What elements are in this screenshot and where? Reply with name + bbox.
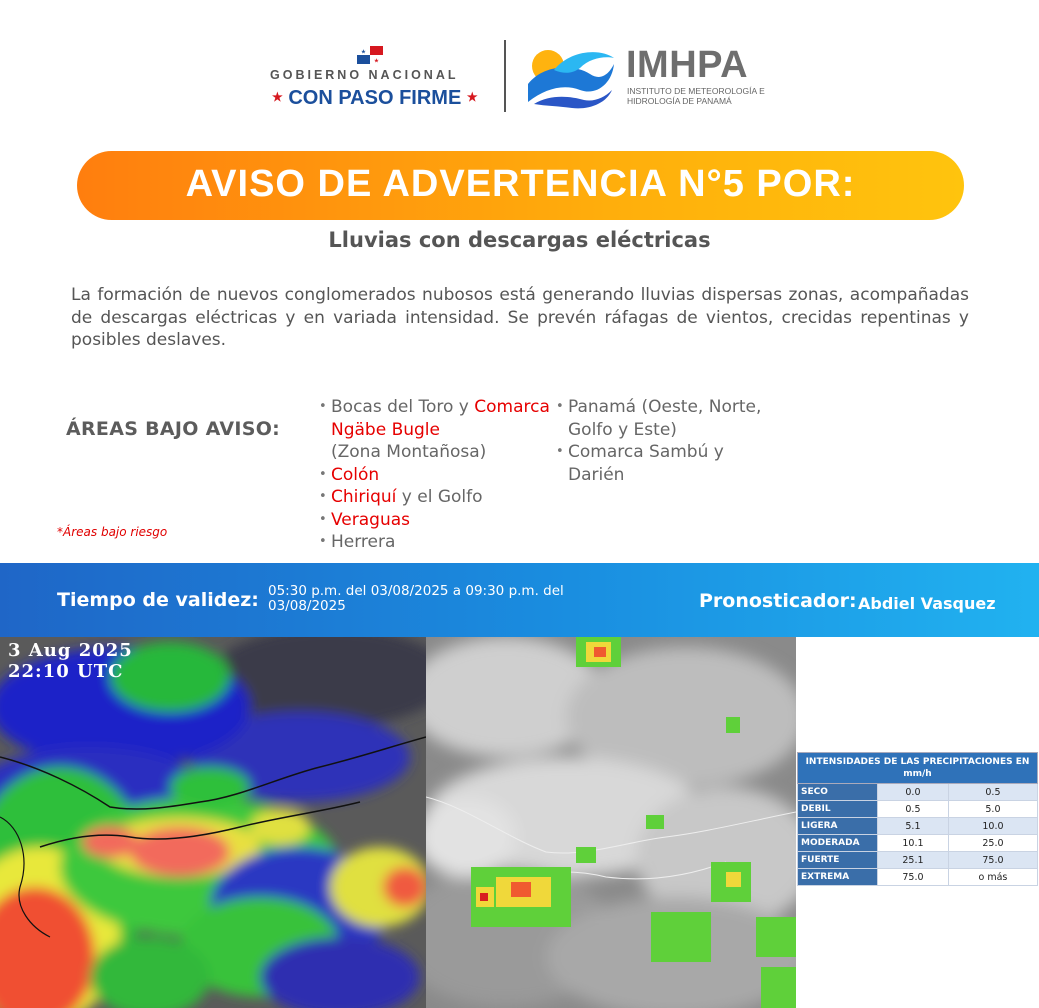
panama-flag-icon bbox=[357, 46, 383, 64]
row-min: 25.1 bbox=[878, 852, 949, 869]
area-text: Bocas del Toro y bbox=[331, 397, 475, 417]
header-divider bbox=[504, 40, 506, 112]
area-text: (Zona Montañosa) bbox=[331, 442, 487, 462]
areas-label: ÁREAS BAJO AVISO: bbox=[66, 418, 281, 440]
validity-label: Tiempo de validez: bbox=[57, 589, 259, 611]
row-max: o más bbox=[948, 869, 1037, 886]
row-category: EXTREMA bbox=[798, 869, 878, 886]
row-category: SECO bbox=[798, 784, 878, 801]
area-item: • Panamá (Oeste, Norte, Golfo y Este) bbox=[556, 396, 788, 441]
area-risk-text: Chiriquí bbox=[331, 487, 397, 507]
row-category: FUERTE bbox=[798, 852, 878, 869]
forecaster-name: Abdiel Vasquez bbox=[858, 594, 996, 613]
satellite-infrared-image bbox=[0, 637, 426, 1008]
area-risk-text: Veraguas bbox=[331, 509, 411, 530]
row-min: 0.0 bbox=[878, 784, 949, 801]
satellite-date: 3 Aug 2025 bbox=[8, 640, 133, 661]
areas-list-1 bbox=[319, 396, 559, 554]
star-icon: ★ bbox=[272, 90, 283, 104]
validity-period: 05:30 p.m. del 03/08/2025 a 09:30 p.m. del 03/08/2025 bbox=[268, 583, 564, 614]
government-name: GOBIERNO NACIONAL bbox=[270, 68, 459, 82]
area-text: Herrera bbox=[331, 532, 396, 552]
table-row bbox=[798, 784, 1038, 801]
imhpa-name: IMHPA bbox=[626, 44, 749, 86]
government-slogan bbox=[272, 87, 492, 110]
area-item bbox=[319, 531, 559, 554]
imhpa-logo-icon bbox=[524, 44, 616, 110]
row-max: 25.0 bbox=[948, 835, 1037, 852]
row-max: 75.0 bbox=[948, 852, 1037, 869]
table-row bbox=[798, 818, 1038, 835]
row-category: MODERADA bbox=[798, 835, 878, 852]
satellite-time: 22:10 UTC bbox=[8, 661, 124, 682]
areas-list-2 bbox=[556, 396, 796, 486]
row-category: DEBIL bbox=[798, 801, 878, 818]
table-row bbox=[798, 801, 1038, 818]
warning-description: La formación de nuevos conglomerados nubosos está generando lluvias dispersas zonas, acompañadas de descargas eléctricas y en variada intensidad. Se prevén ráfagas de vientos, crecidas repentinas y posibles deslaves. bbox=[71, 285, 969, 350]
area-item: • Comarca Sambú y Darién bbox=[556, 441, 748, 486]
area-item bbox=[319, 396, 559, 464]
table-header: INTENSIDADES DE LAS PRECIPITACIONES EN mm/h bbox=[798, 753, 1038, 784]
table-row bbox=[798, 852, 1038, 869]
area-item bbox=[319, 509, 559, 532]
row-min: 5.1 bbox=[878, 818, 949, 835]
row-min: 75.0 bbox=[878, 869, 949, 886]
row-category: LIGERA bbox=[798, 818, 878, 835]
area-risk-text: Comarca Ngäbe Bugle bbox=[331, 397, 550, 440]
precipitation-intensity-table bbox=[797, 752, 1038, 886]
svg-text:★: ★ bbox=[373, 57, 380, 64]
star-icon: ★ bbox=[466, 90, 478, 104]
warning-title: AVISO DE ADVERTENCIA N°5 POR: bbox=[185, 163, 856, 205]
area-item bbox=[319, 486, 559, 509]
satellite-visible-image bbox=[426, 637, 796, 1008]
area-item bbox=[319, 464, 559, 487]
svg-text:★: ★ bbox=[360, 48, 367, 56]
row-max: 10.0 bbox=[948, 818, 1037, 835]
warning-subtitle: Lluvias con descargas eléctricas bbox=[328, 228, 711, 252]
area-text: y el Golfo bbox=[396, 487, 483, 507]
row-min: 0.5 bbox=[878, 801, 949, 818]
table-row bbox=[798, 835, 1038, 852]
area-risk-text: Colón bbox=[331, 464, 380, 485]
slogan-text: CON PASO FIRME bbox=[288, 87, 462, 109]
row-max: 5.0 bbox=[948, 801, 1037, 818]
satellite-timestamp bbox=[8, 640, 133, 682]
row-min: 10.1 bbox=[878, 835, 949, 852]
imhpa-full-name: INSTITUTO DE METEOROLOGÍA E HIDROLOGÍA DE PANAMÁ bbox=[627, 86, 765, 106]
risk-note: *Áreas bajo riesgo bbox=[57, 525, 168, 539]
table-row bbox=[798, 869, 1038, 886]
forecaster-label: Pronosticador: bbox=[699, 590, 857, 612]
row-max: 0.5 bbox=[948, 784, 1037, 801]
